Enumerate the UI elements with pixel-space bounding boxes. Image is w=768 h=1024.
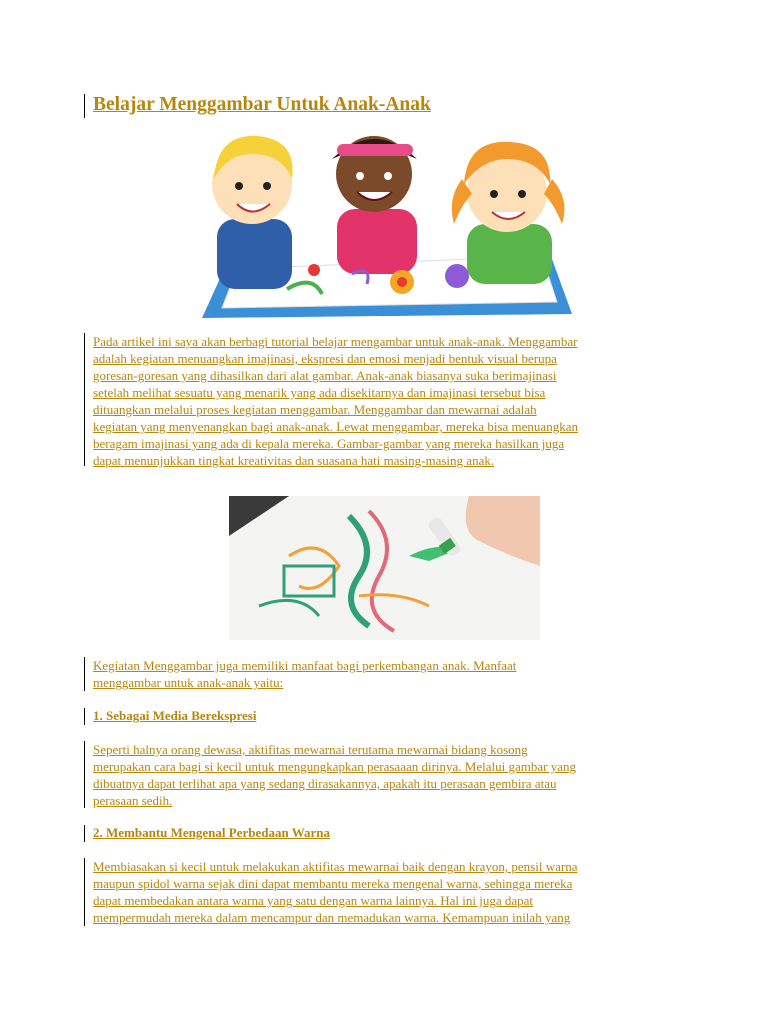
intro-line[interactable]: goresan-goresan yang dihasilkan dari alat gambar. Anak-anak biasanya suka berimajinasi	[93, 368, 557, 383]
intro-line[interactable]: dituangkan melalui proses kegiatan menggambar. Menggambar dan mewarnai adalah	[93, 402, 537, 417]
change-bar	[84, 333, 85, 466]
section2-line[interactable]: Membiasakan si kecil untuk melakukan aktifitas mewarnai baik dengan krayon, pensil warna	[93, 859, 578, 874]
section2-line[interactable]: mempermudah mereka dalam mencampur dan memadukan warna. Kemampuan inilah yang	[93, 910, 571, 925]
benefit-paragraph[interactable]	[93, 657, 683, 691]
change-bar	[84, 708, 85, 725]
hand-marker-drawing-photo	[229, 496, 540, 640]
change-bar	[84, 825, 85, 842]
intro-line[interactable]: adalah kegiatan menuangkan imajinasi, ekspresi dan emosi menjadi bentuk visual berupa	[93, 351, 557, 366]
change-bar	[84, 858, 85, 926]
change-bar	[84, 657, 85, 691]
section-heading-1[interactable]: 1. Sebagai Media Berekspresi	[93, 708, 257, 723]
intro-line[interactable]: beragam imajinasi yang ada di kepala mereka. Gambar-gambar yang mereka hasilkan juga	[93, 436, 565, 451]
benefit-line[interactable]: Kegiatan Menggambar juga memiliki manfaat bagi perkembangan anak. Manfaat	[93, 658, 517, 673]
intro-line[interactable]: setelah melihat sesuatu yang menarik yang ada disekitarnya dan imajinasi tersebut bisa	[93, 385, 546, 400]
intro-line[interactable]: kegiatan yang menyenangkan bagi anak-anak. Lewat menggambar, mereka bisa menuangkan	[93, 419, 578, 434]
section2-line[interactable]: dapat membedakan antara warna yang satu dengan warna lainnya. Hal ini juga dapat	[93, 893, 534, 908]
section2-paragraph[interactable]	[93, 858, 683, 926]
section1-paragraph[interactable]	[93, 741, 683, 809]
intro-paragraph[interactable]	[93, 333, 683, 469]
change-bar	[84, 741, 85, 808]
section1-line[interactable]: Seperti halnya orang dewasa, aktifitas mewarnai terutama mewarnai bidang kosong	[93, 742, 528, 757]
section2-line[interactable]: maupun spidol warna sejak dini dapat membantu mereka mengenal warna, sehingga mereka	[93, 876, 573, 891]
kids-drawing-illustration	[192, 124, 578, 318]
section1-line[interactable]: merupakan cara bagi si kecil untuk mengungkapkan perasaaan dirinya. Melalui gambar yang	[93, 759, 576, 774]
section1-line[interactable]: perasaan sedih.	[93, 793, 173, 808]
intro-line[interactable]: dapat menunjukkan tingkat kreativitas dan suasana hati masing-masing anak.	[93, 453, 495, 468]
section-heading-2[interactable]: 2. Membantu Mengenal Perbedaan Warna	[93, 825, 331, 840]
benefit-line[interactable]: menggambar untuk anak-anak yaitu:	[93, 675, 284, 690]
section1-line[interactable]: dibuatnya dapat terlihat apa yang sedang dirasakannya, apakah itu perasaan gembira atau	[93, 776, 557, 791]
document-title[interactable]: Belajar Menggambar Untuk Anak-Anak	[93, 94, 431, 115]
change-bar	[84, 94, 85, 118]
intro-line[interactable]: Pada artikel ini saya akan berbagi tutorial belajar mengambar untuk anak-anak. Menggambar	[93, 334, 578, 349]
